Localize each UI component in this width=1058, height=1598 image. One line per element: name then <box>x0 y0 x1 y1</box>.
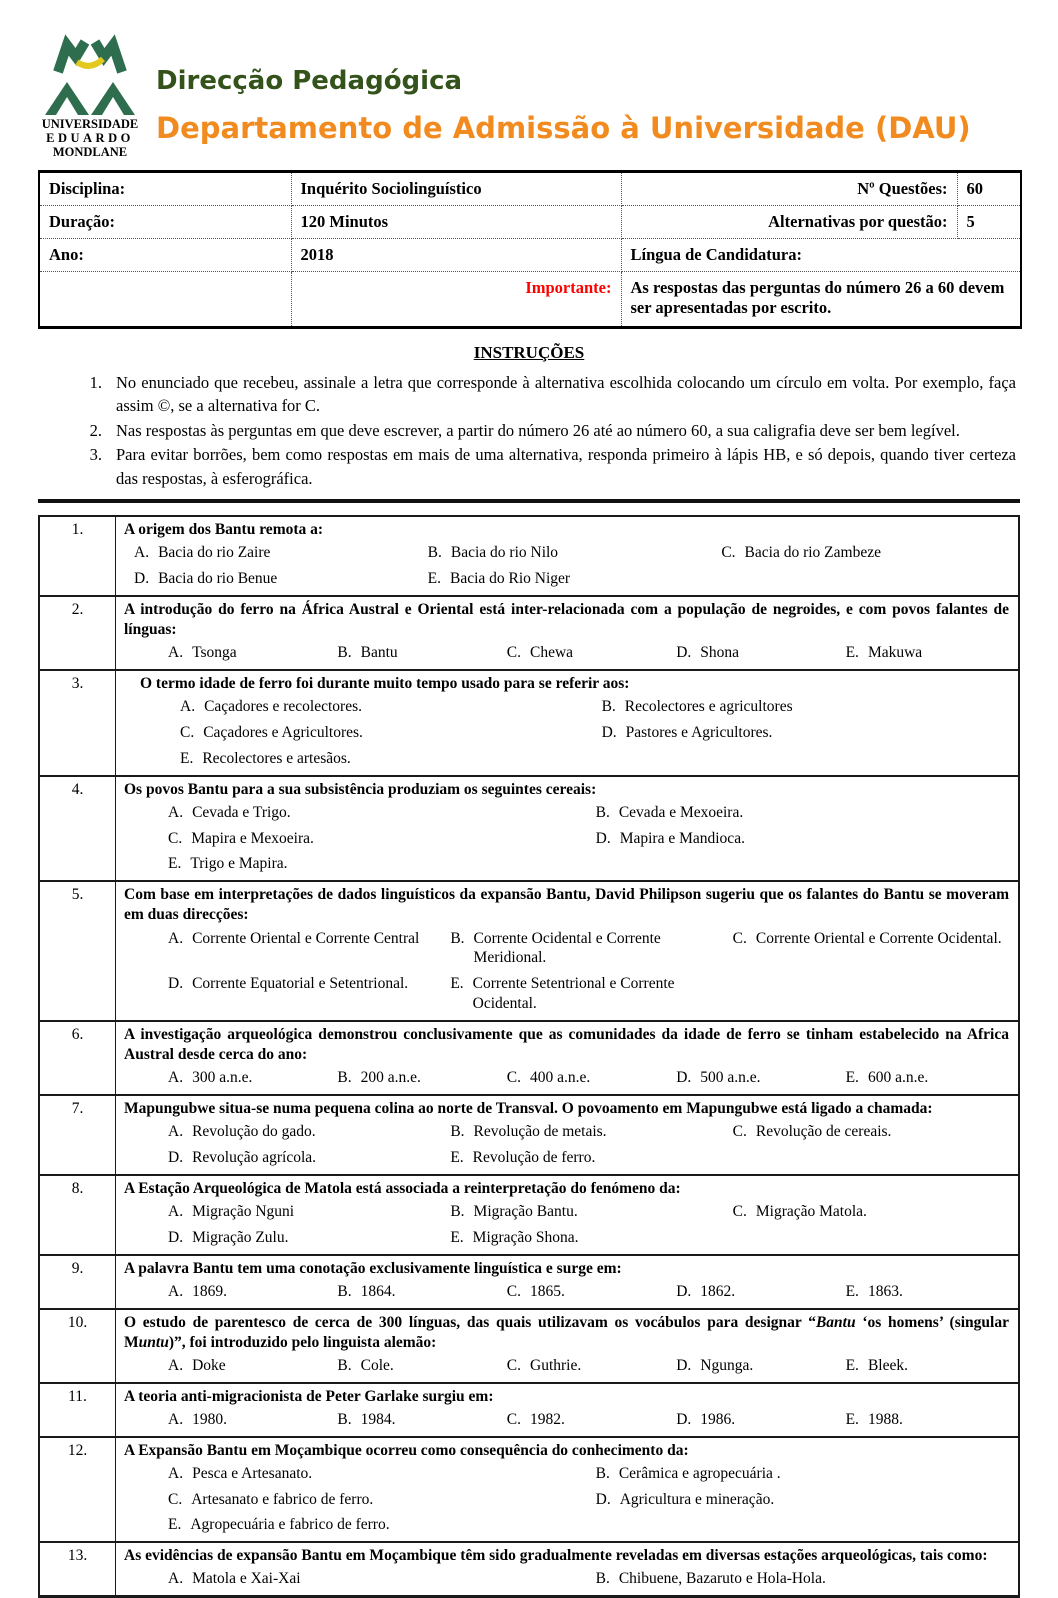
option-text: 1865. <box>530 1282 565 1300</box>
option-label: D. <box>168 1148 184 1166</box>
option-text: Pesca e Artesanato. <box>192 1464 313 1482</box>
option <box>450 974 726 1014</box>
option-text: 1984. <box>360 1410 396 1428</box>
option <box>168 1410 331 1430</box>
question-body <box>116 1543 1018 1595</box>
option <box>337 1282 500 1302</box>
option-label: E. <box>845 644 859 662</box>
option-text: Corrente Oriental e Corrente Central <box>192 929 420 947</box>
n-questoes-value: 60 <box>957 172 1021 206</box>
question-options <box>124 1356 1009 1376</box>
option-label: E. <box>427 570 441 588</box>
option-text: Migração Zulu. <box>192 1228 289 1246</box>
instruction-number: 2. <box>89 420 102 440</box>
instruction-number: 3. <box>89 445 102 465</box>
duracao-label: Duração: <box>39 206 291 239</box>
question-stem-segment: untu <box>138 1333 169 1351</box>
question-options <box>124 929 1009 1014</box>
option <box>134 543 422 563</box>
option-text: Artesanato e fabrico de ferro. <box>191 1490 374 1508</box>
option-label: D. <box>595 829 611 847</box>
option <box>337 1068 500 1088</box>
question-stem: A Estação Arqueológica de Matola está associada a reinterpretação do fenómeno da: <box>124 1179 681 1197</box>
uem-logo <box>38 36 142 159</box>
option-text: 1982. <box>530 1410 565 1428</box>
option-text: 1986. <box>700 1410 736 1428</box>
option-text: Agricultura e mineração. <box>619 1490 775 1508</box>
option-label: C. <box>168 1490 183 1508</box>
option-label: D. <box>676 1356 692 1374</box>
option <box>676 1356 839 1376</box>
question-row <box>40 1308 1018 1382</box>
question-number: 8. <box>40 1176 116 1254</box>
option-text: Revolução de ferro. <box>472 1148 596 1166</box>
option <box>168 829 590 849</box>
question-body <box>116 1310 1018 1382</box>
option-label: A. <box>168 1570 184 1588</box>
option-label: C. <box>732 929 747 947</box>
question-row <box>40 595 1018 669</box>
option-text: Bantu <box>360 644 398 662</box>
ano-value: 2018 <box>291 239 621 272</box>
double-rule-divider <box>38 499 1020 503</box>
question-stem: A teoria anti-migracionista de Peter Garlake surgiu em: <box>124 1387 494 1405</box>
option-label: B. <box>427 544 442 562</box>
option-text: Chibuene, Bazaruto e Hola-Hola. <box>618 1570 826 1588</box>
option-label: D. <box>134 570 150 588</box>
option <box>602 723 1009 743</box>
option-text: Migração Bantu. <box>473 1202 578 1220</box>
departamento-title: Departamento de Admissão à Universidade (DAU) <box>156 111 971 145</box>
option-text: Corrente Ocidental e Corrente Meridional. <box>473 929 661 967</box>
option-label: C. <box>732 1202 747 1220</box>
option-label: B. <box>450 929 465 947</box>
option-text: 1864. <box>360 1282 396 1300</box>
option <box>733 1202 1009 1222</box>
instruction-text: No enunciado que recebeu, assinale a letra que corresponde à alternativa escolhida colocando um círculo em volta. Por exemplo, faça assim ©, se a alternativa for C. <box>116 373 1016 416</box>
option <box>168 1515 590 1535</box>
option-label: C. <box>506 1069 522 1087</box>
option-text: Recolectores e artesãos. <box>202 749 351 767</box>
option <box>846 1068 1009 1088</box>
question-options <box>124 1464 1009 1535</box>
option-text: Cerâmica e agropecuária . <box>618 1464 781 1482</box>
option-text: Migração Nguni <box>192 1202 295 1220</box>
instructions-list <box>38 371 1020 490</box>
option-text: Ngunga. <box>700 1356 754 1374</box>
question-options <box>124 697 1009 768</box>
info-row-importante <box>39 272 1021 328</box>
option <box>168 1569 590 1589</box>
option <box>733 929 1009 969</box>
n-questoes-label: Nº Questões: <box>621 172 957 206</box>
option-label: E. <box>168 1516 182 1534</box>
option-label: B. <box>450 1123 465 1141</box>
option-label: D. <box>676 1069 692 1087</box>
option-label: A. <box>168 929 184 947</box>
option-text: 400 a.n.e. <box>530 1069 591 1087</box>
question-stem-segment: )”, foi introduzido pelo linguista alemão: <box>168 1333 437 1351</box>
instruction-item <box>74 371 1016 418</box>
question-stem: Com base em interpretações de dados linguísticos da expansão Bantu, David Philipson sugeriu que os falantes do Bantu se moveram em duas direcções: <box>124 886 1009 924</box>
option-text: Makuwa <box>867 644 923 662</box>
question-number: 11. <box>40 1384 116 1436</box>
option <box>450 1148 726 1168</box>
info-table <box>38 170 1022 329</box>
option <box>180 697 596 717</box>
option <box>596 1490 1009 1510</box>
option <box>507 1356 670 1376</box>
question-stem: Mapungubwe situa-se numa pequena colina ao norte de Transval. O povoamento em Mapungubwe está ligado a chamada: <box>124 1099 933 1117</box>
alternativas-value: 5 <box>957 206 1021 239</box>
option-text: 1862. <box>700 1282 736 1300</box>
question-row <box>40 880 1018 1020</box>
option <box>733 1122 1009 1142</box>
disciplina-label: Disciplina: <box>39 172 291 206</box>
option <box>168 854 590 874</box>
logo-caption-line: EDUARDO <box>46 130 134 145</box>
option-label: E. <box>450 975 464 993</box>
option <box>450 929 726 969</box>
option-label: B. <box>450 1202 465 1220</box>
question-stem <box>124 1313 1009 1353</box>
option <box>846 643 1009 663</box>
question-body <box>116 777 1018 881</box>
disciplina-value: Inquérito Sociolinguístico <box>291 172 621 206</box>
option-text: Revolução de metais. <box>473 1123 607 1141</box>
instructions-title: INSTRUÇÕES <box>473 343 585 362</box>
option-label: B. <box>337 1282 352 1300</box>
question-number: 4. <box>40 777 116 881</box>
option-text: Migração Shona. <box>472 1228 579 1246</box>
option-label: A. <box>168 644 184 662</box>
question-number: 13. <box>40 1543 116 1595</box>
question-stem: A origem dos Bantu remota a: <box>124 521 324 539</box>
option-label: C. <box>506 1282 522 1300</box>
questions-table <box>38 515 1020 1598</box>
question-body <box>116 1096 1018 1174</box>
question-stem-segment: O estudo de parentesco de cerca de 300 línguas, das quais utilizavam os vocábulos para designar “ <box>124 1313 816 1331</box>
option-label: C. <box>180 723 195 741</box>
option <box>846 1282 1009 1302</box>
instruction-number: 1. <box>89 373 102 392</box>
instruction-item <box>74 419 1016 442</box>
option <box>596 1569 1009 1589</box>
option-label: A. <box>168 1123 184 1141</box>
option <box>168 1068 331 1088</box>
question-options <box>124 1068 1009 1088</box>
option-label: D. <box>676 1410 692 1428</box>
ano-label: Ano: <box>39 239 291 272</box>
question-body <box>116 1384 1018 1436</box>
option-text: Corrente Equatorial e Setentrional. <box>192 975 409 993</box>
option <box>676 643 839 663</box>
question-row <box>40 517 1018 595</box>
question-body <box>116 671 1018 775</box>
question-row <box>40 1541 1018 1595</box>
option <box>180 723 596 743</box>
info-row-duracao <box>39 206 1021 239</box>
option-label: A. <box>168 1410 184 1428</box>
info-row-disciplina <box>39 172 1021 206</box>
option-label: A. <box>168 1464 184 1482</box>
option-label: A. <box>168 803 184 821</box>
option <box>134 569 422 589</box>
option-text: Migração Matola. <box>755 1202 867 1220</box>
option-label: C. <box>732 1123 747 1141</box>
question-row <box>40 1436 1018 1542</box>
alternativas-label: Alternativas por questão: <box>621 206 957 239</box>
duracao-value: 120 Minutos <box>291 206 621 239</box>
option-text: Bacia do Rio Niger <box>450 570 571 588</box>
option-text: Bacia do rio Nilo <box>450 544 559 562</box>
option-text: Corrente Oriental e Corrente Ocidental. <box>755 929 1002 947</box>
option-label: B. <box>601 698 616 716</box>
instruction-text: Nas respostas às perguntas em que deve escrever, a partir do número 26 até ao número 60, a sua caligrafia deve ser bem legível. <box>116 420 960 440</box>
option <box>168 1228 444 1248</box>
option-text: Revolução do gado. <box>192 1123 316 1141</box>
option-text: 200 a.n.e. <box>360 1069 421 1087</box>
question-number: 5. <box>40 882 116 1020</box>
question-body <box>116 882 1018 1020</box>
option-label: E. <box>845 1410 859 1428</box>
question-row <box>40 669 1018 775</box>
question-stem: A palavra Bantu tem uma conotação exclusivamente linguística e surge em: <box>124 1259 622 1277</box>
option-text: 1863. <box>867 1282 903 1300</box>
question-options <box>124 1569 1009 1589</box>
option-text: Bacia do rio Benue <box>158 570 278 588</box>
question-stem-segment: ‘os homens’ (singular M <box>124 1313 1009 1351</box>
option-label: B. <box>337 1356 352 1374</box>
option-text: Mapira e Mexoeira. <box>191 829 314 847</box>
option <box>168 929 444 969</box>
option-label: B. <box>595 803 610 821</box>
question-stem: A Expansão Bantu em Moçambique ocorreu como consequência do conhecimento da: <box>124 1441 689 1459</box>
option-text: Bleek. <box>867 1356 908 1374</box>
option-label: D. <box>595 1490 611 1508</box>
option <box>507 643 670 663</box>
question-number: 1. <box>40 517 116 595</box>
option-text: Caçadores e Agricultores. <box>203 723 363 741</box>
option-label: E. <box>450 1228 464 1246</box>
question-row <box>40 1174 1018 1254</box>
option <box>450 1228 726 1248</box>
option <box>596 1464 1009 1484</box>
option-text: Doke <box>192 1356 226 1374</box>
option-label: A. <box>180 698 196 716</box>
question-row <box>40 1020 1018 1094</box>
lingua-label: Língua de Candidatura: <box>621 239 1021 272</box>
question-stem: A investigação arqueológica demonstrou conclusivamente que as comunidades da idade de ferro se tinham estabelecido na Africa Austral desde cerca do ano: <box>124 1025 1009 1063</box>
option <box>721 543 1009 563</box>
option-text: Matola e Xai-Xai <box>192 1570 301 1588</box>
question-row <box>40 775 1018 881</box>
question-body <box>116 1256 1018 1308</box>
option-label: B. <box>337 1069 352 1087</box>
option-text: Agropecuária e fabrico de ferro. <box>190 1516 390 1534</box>
option-text: 1980. <box>192 1410 227 1428</box>
logo-caption-line: MONDLANE <box>52 144 128 159</box>
question-options <box>124 1410 1009 1430</box>
option-label: C. <box>721 544 736 562</box>
option-label: C. <box>506 1356 522 1374</box>
option <box>180 749 596 769</box>
option <box>676 1068 839 1088</box>
option <box>337 1356 500 1376</box>
option-label: E. <box>450 1148 464 1166</box>
option-text: Mapira e Mandioca. <box>619 829 745 847</box>
option <box>168 1282 331 1302</box>
option <box>428 543 716 563</box>
option <box>168 1122 444 1142</box>
option-text: Caçadores e recolectores. <box>204 698 362 716</box>
option-text: Recolectores e agricultores <box>624 698 793 716</box>
info-row-ano <box>39 239 1021 272</box>
option <box>450 1202 726 1222</box>
question-body <box>116 1176 1018 1254</box>
option <box>168 1202 444 1222</box>
direccao-title: Direcção Pedagógica <box>156 66 463 96</box>
question-body <box>116 1022 1018 1094</box>
option-label: A. <box>168 1356 184 1374</box>
question-number: 12. <box>40 1438 116 1542</box>
option-text: Cevada e Trigo. <box>192 803 291 821</box>
question-options <box>124 543 1009 589</box>
option-text: Pastores e Agricultores. <box>625 723 773 741</box>
question-row <box>40 1254 1018 1308</box>
option <box>168 974 444 1014</box>
option-text: 500 a.n.e. <box>700 1069 761 1087</box>
option-text: 300 a.n.e. <box>192 1069 253 1087</box>
option-label: D. <box>601 723 617 741</box>
question-body <box>116 597 1018 669</box>
option <box>596 803 1009 823</box>
option-text: Bacia do rio Zaire <box>158 544 271 562</box>
option-text: Tsonga <box>192 644 237 662</box>
option-label: E. <box>845 1282 859 1300</box>
option-text: Revolução de cereais. <box>755 1123 892 1141</box>
question-options <box>124 643 1009 663</box>
question-row <box>40 1382 1018 1436</box>
uem-logo-icon <box>44 38 136 116</box>
logo-caption <box>38 118 142 159</box>
importante-label: Importante: <box>291 272 621 328</box>
option-label: A. <box>134 544 150 562</box>
option <box>507 1282 670 1302</box>
option-text: Chewa <box>530 644 574 662</box>
empty-cell <box>39 272 291 328</box>
option-label: B. <box>595 1570 610 1588</box>
instruction-text: Para evitar borrões, bem como respostas em mais de uma alternativa, responda primeiro à lápis HB, e só depois, quando tiver certeza das respostas, à esferográfica. <box>116 445 1016 488</box>
question-stem: A introdução do ferro na África Austral e Oriental está inter-relacionada com a população de negroides, e com povos falantes de línguas: <box>124 600 1009 639</box>
question-options <box>124 1282 1009 1302</box>
option-label: E. <box>845 1356 859 1374</box>
option-text: Revolução agrícola. <box>192 1148 317 1166</box>
option <box>507 1410 670 1430</box>
option <box>596 829 1009 849</box>
option-label: A. <box>168 1069 184 1087</box>
option <box>507 1068 670 1088</box>
document-header <box>38 36 1020 164</box>
option-label: E. <box>180 749 194 767</box>
question-number: 10. <box>40 1310 116 1382</box>
option-label: B. <box>337 1410 352 1428</box>
option <box>168 803 590 823</box>
question-number: 7. <box>40 1096 116 1174</box>
option-text: Guthrie. <box>530 1356 582 1374</box>
option-label: A. <box>168 1202 184 1220</box>
option-text: Trigo e Mapira. <box>190 855 288 873</box>
question-body <box>116 517 1018 595</box>
option <box>676 1282 839 1302</box>
option-label: C. <box>506 644 522 662</box>
importante-text: As respostas das perguntas do número 26 a 60 devem ser apresentadas por escrito. <box>621 272 1021 328</box>
option-label: E. <box>168 855 182 873</box>
question-stem-segment: Bantu <box>815 1313 856 1331</box>
option-label: D. <box>168 975 184 993</box>
option-label: C. <box>506 1410 522 1428</box>
option <box>428 569 716 589</box>
option <box>337 643 500 663</box>
header-titles <box>156 36 971 145</box>
question-row <box>40 1094 1018 1174</box>
option-text: Cevada e Mexoeira. <box>618 803 744 821</box>
question-stem: Os povos Bantu para a sua subsistência produziam os seguintes cereais: <box>124 780 597 798</box>
option <box>168 1148 444 1168</box>
option-label: B. <box>595 1464 610 1482</box>
option-label: A. <box>168 1282 184 1300</box>
logo-caption-line: UNIVERSIDADE <box>41 117 139 131</box>
option <box>846 1410 1009 1430</box>
question-number: 9. <box>40 1256 116 1308</box>
option-label: D. <box>168 1228 184 1246</box>
question-options <box>124 1122 1009 1168</box>
option <box>337 1410 500 1430</box>
option-text: Shona <box>700 644 740 662</box>
option-text: 1988. <box>867 1410 903 1428</box>
question-options <box>124 1202 1009 1248</box>
option-text: Bacia do rio Zambeze <box>744 544 881 562</box>
instruction-item <box>74 443 1016 490</box>
option-text: 1869. <box>192 1282 227 1300</box>
option-text: 600 a.n.e. <box>867 1069 929 1087</box>
option <box>168 1356 331 1376</box>
question-options <box>124 803 1009 874</box>
option-label: E. <box>845 1069 859 1087</box>
option <box>602 697 1009 717</box>
question-number: 2. <box>40 597 116 669</box>
option-text: Corrente Setentrional e Corrente Ocidental. <box>472 975 675 1013</box>
option <box>676 1410 839 1430</box>
question-stem: O termo idade de ferro foi durante muito tempo usado para se referir aos: <box>140 675 630 693</box>
option <box>168 1490 590 1510</box>
option <box>168 1464 590 1484</box>
option-label: B. <box>337 644 352 662</box>
option-label: C. <box>168 829 183 847</box>
option <box>168 643 331 663</box>
question-body <box>116 1438 1018 1542</box>
option-label: D. <box>676 644 692 662</box>
option <box>450 1122 726 1142</box>
option-label: D. <box>676 1282 692 1300</box>
option-text: Cole. <box>360 1356 394 1374</box>
question-number: 3. <box>40 671 116 775</box>
option <box>846 1356 1009 1376</box>
question-number: 6. <box>40 1022 116 1094</box>
question-stem: As evidências de expansão Bantu em Moçambique têm sido gradualmente reveladas em diversas estações arqueológicas, tais como: <box>124 1547 988 1565</box>
